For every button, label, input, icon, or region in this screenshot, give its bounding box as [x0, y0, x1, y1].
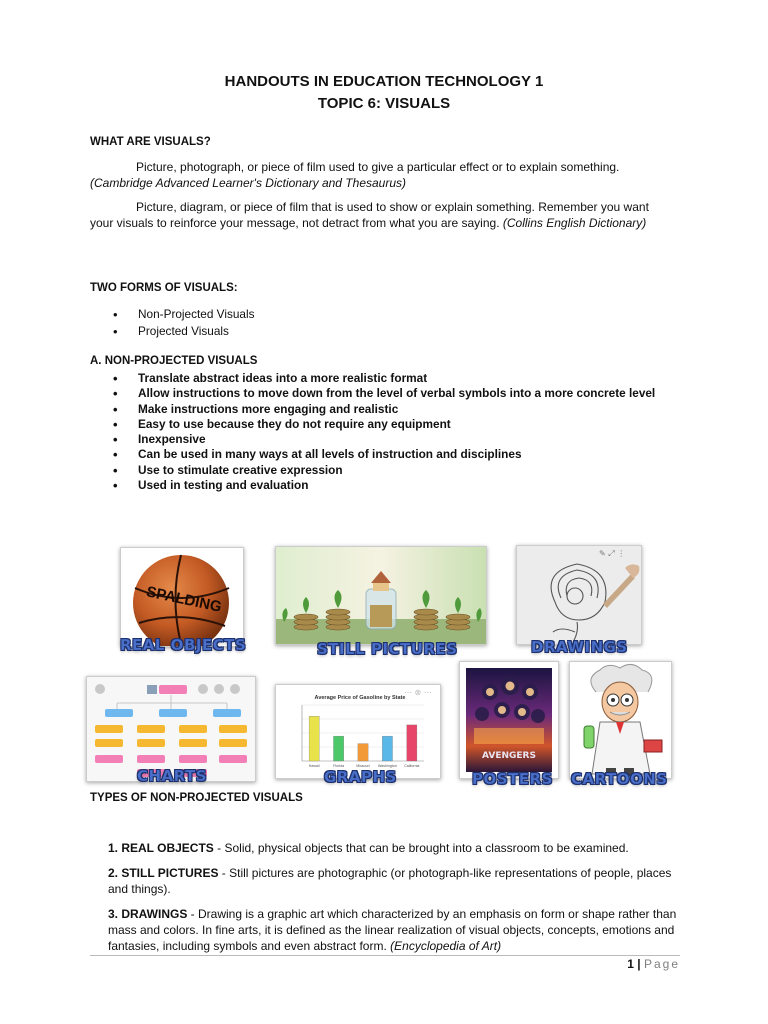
page-word: Page: [643, 957, 680, 971]
what-are-visuals-heading: WHAT ARE VISUALS?: [90, 136, 211, 148]
bar-california: [407, 725, 417, 761]
non-projected-heading: A. NON-PROJECTED VISUALS: [90, 355, 258, 367]
definition-1-text: Picture, photograph, or piece of film used to give a particular effect or to explain something.: [136, 160, 620, 174]
cartoons-label: CARTOONS: [571, 770, 668, 788]
graphs-label: GRAPHS: [324, 768, 397, 786]
non-projected-list: [113, 371, 655, 493]
poster-title: AVENGERS: [482, 751, 536, 761]
org-chart-icon: [87, 677, 255, 781]
definition-1: [90, 159, 670, 191]
page-separator: |: [633, 957, 644, 971]
list-item: • Used in testing and evaluation: [113, 478, 655, 493]
list-item: • Inexpensive: [113, 432, 655, 447]
topic-title: TOPIC 6: VISUALS: [317, 95, 451, 112]
type-term: 3. DRAWINGS: [108, 907, 188, 921]
basketball-icon: [121, 548, 243, 646]
toolbar-icons: ⋯ ⊗ ⋯: [404, 688, 432, 697]
still-pictures-label: STILL PICTURES: [317, 640, 458, 658]
list-item: • Can be used in many ways at all levels of instruction and disciplines: [113, 447, 655, 462]
bar-florida: [333, 736, 343, 761]
footer-divider: [90, 955, 680, 956]
types-list: [108, 840, 678, 954]
type-description: - Drawing is a graphic art which characterized by an emphasis on form or shape rather than mass and colors. In fine arts, it is defined as the linear realization of visual objects, concepts, emotions and fantasies, including symbols and even abstract form.: [108, 907, 677, 953]
x-tick-label: Hawaii: [308, 764, 320, 768]
toolbar-icons: ✎ ⤢ ⋮: [599, 549, 626, 558]
two-forms-heading: TWO FORMS OF VISUALS:: [90, 282, 238, 294]
drawings-label: DRAWINGS: [531, 638, 628, 656]
type-source: (Encyclopedia of Art): [390, 939, 502, 953]
money-plant-icon: [276, 547, 486, 644]
list-item: • Projected Visuals: [113, 323, 255, 340]
types-heading: TYPES OF NON-PROJECTED VISUALS: [90, 792, 303, 804]
type-term: 2. STILL PICTURES: [108, 866, 219, 880]
list-item: • Allow instructions to move down from the level of verbal symbols into a more concrete level: [113, 386, 655, 401]
list-item: • Use to stimulate creative expression: [113, 463, 655, 478]
scientist-cartoon-icon: [570, 662, 671, 778]
cartoons-image: [569, 661, 672, 779]
definition-2: [90, 199, 670, 231]
drawings-image: [516, 545, 642, 645]
x-tick-label: Florida: [333, 764, 345, 768]
chart-title: Average Price of Gasoline by State: [314, 695, 406, 701]
bar-hawaii: [309, 716, 319, 761]
real-objects-label: REAL OBJECTS: [120, 636, 247, 654]
x-tick-label: Missouri: [356, 764, 370, 768]
type-item-real-objects: [108, 840, 678, 856]
posters-image: [459, 661, 559, 779]
list-item: • Make instructions more engaging and realistic: [113, 402, 655, 417]
list-item: • Translate abstract ideas into a more realistic format: [113, 371, 655, 386]
x-tick-label: California: [404, 764, 420, 768]
page-footer: [627, 957, 680, 971]
type-description: - Solid, physical objects that can be brought into a classroom to be examined.: [213, 841, 629, 855]
document-title: HANDOUTS IN EDUCATION TECHNOLOGY 1: [224, 73, 544, 90]
page-number: 1: [627, 957, 634, 971]
movie-poster-icon: [460, 662, 558, 778]
type-item-drawings: [108, 906, 678, 954]
definition-2-text: Picture, diagram, or piece of film that is used to show or explain something. Remember you want your visuals to reinforce your message, not detract from what you are saying.: [90, 200, 649, 230]
type-item-still-pictures: [108, 865, 678, 897]
definition-2-source: (Collins English Dictionary): [502, 216, 647, 230]
rose-sketch-icon: [517, 546, 641, 644]
graphs-image: [275, 684, 441, 779]
forms-list: [113, 306, 255, 340]
charts-label: CHARTS: [137, 767, 208, 785]
bar-washington: [382, 736, 392, 761]
ball-brand-text: SPALDING: [144, 583, 224, 616]
list-item: • Non-Projected Visuals: [113, 306, 255, 323]
bar-missouri: [358, 744, 368, 761]
definition-1-source: (Cambridge Advanced Learner's Dictionary and Thesaurus): [90, 176, 407, 190]
posters-label: POSTERS: [472, 770, 553, 788]
list-item: • Easy to use because they do not require any equipment: [113, 417, 655, 432]
type-term: 1. REAL OBJECTS: [108, 841, 214, 855]
real-objects-image: [120, 547, 244, 647]
still-pictures-image: [275, 546, 487, 645]
bar-chart: [276, 685, 440, 778]
type-description: - Still pictures are photographic (or photograph-like representations of people, places and things).: [108, 866, 672, 896]
x-tick-label: Washington: [377, 764, 397, 768]
